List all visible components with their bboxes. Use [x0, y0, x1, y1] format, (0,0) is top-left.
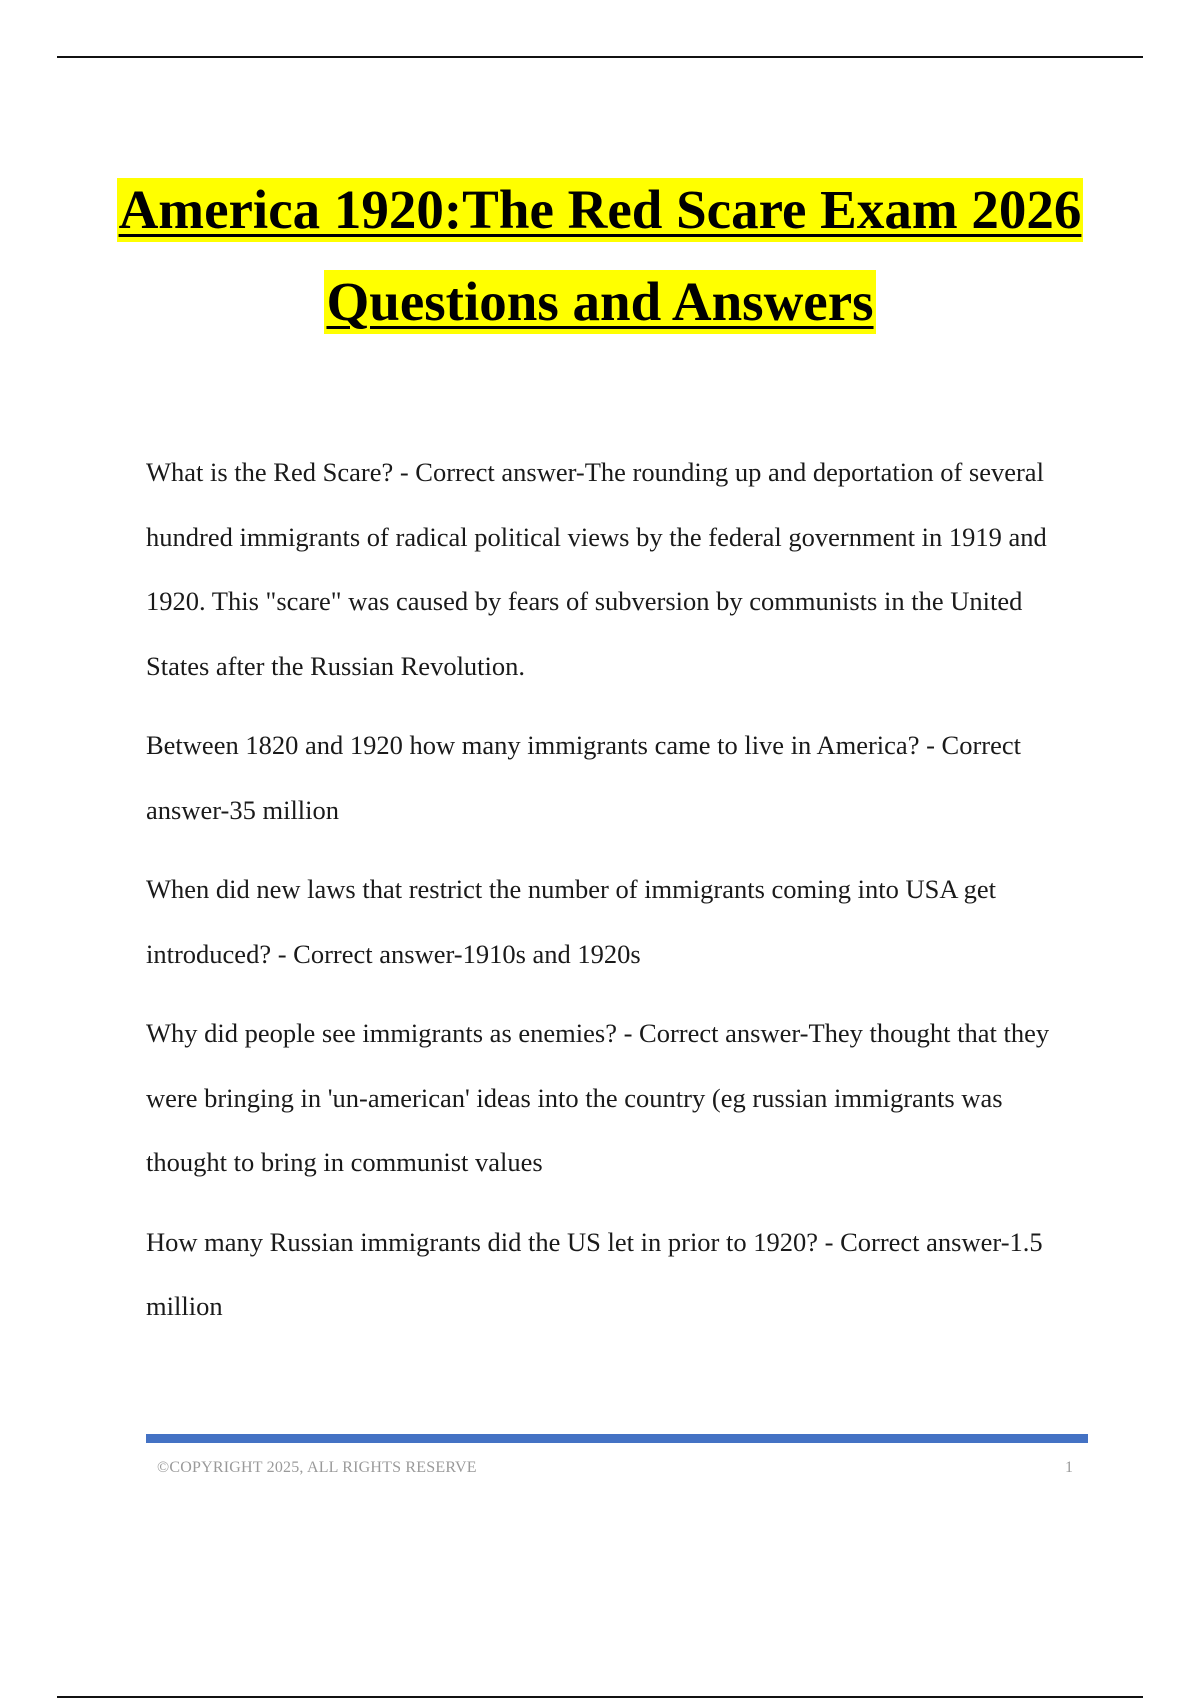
qa-list [146, 440, 1086, 1354]
qa-item: How many Russian immigrants did the US let in prior to 1920? - Correct answer-1.5 million [146, 1226, 1043, 1321]
qa-item: What is the Red Scare? - Correct answer-The rounding up and deportation of several hundred immigrants of radical political views by the federal government in 1919 and 1920. This "scare" was caused by fears of subversion by communists in the United States after the Russian Revolution. [146, 457, 1047, 681]
title-line-2: Questions and Answers [326, 271, 874, 332]
footer-bar [146, 1434, 1088, 1443]
footer-copyright: ©COPYRIGHT 2025, ALL RIGHTS RESERVE [157, 1459, 477, 1476]
footer-page-number: 1 [1065, 1459, 1073, 1476]
document-title [0, 178, 1200, 334]
top-rule [57, 56, 1143, 58]
qa-item: When did new laws that restrict the number of immigrants coming into USA get introduced? - Correct answer-1910s and 1920s [146, 874, 997, 969]
title-line-1: America 1920:The Red Scare Exam 2026 [118, 179, 1082, 240]
bottom-rule [57, 1696, 1143, 1698]
qa-item: Between 1820 and 1920 how many immigrants came to live in America? - Correct answer-35 million [146, 730, 1021, 825]
qa-item: Why did people see immigrants as enemies? - Correct answer-They thought that they were bringing in 'un-american' ideas into the country (eg russian immigrants was thought to bring in communist values [146, 1018, 1050, 1177]
